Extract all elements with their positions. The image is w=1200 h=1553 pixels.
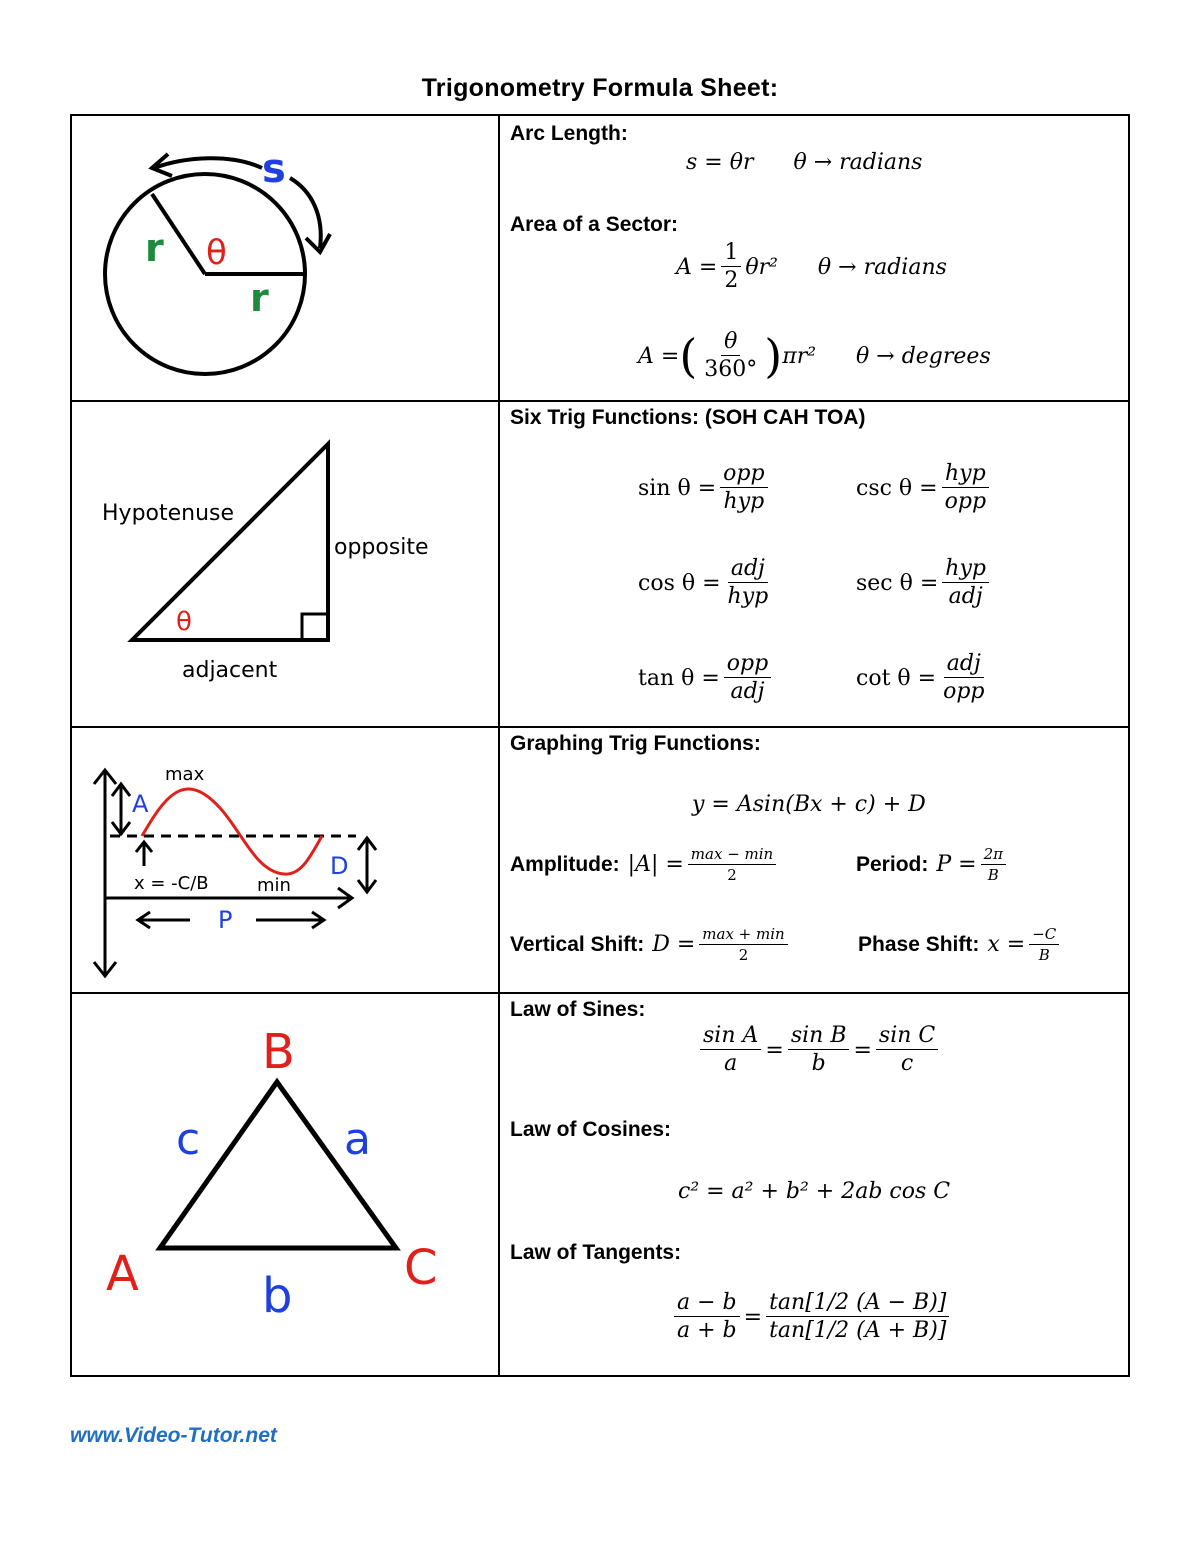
law-of-sines-heading: Law of Sines: (510, 998, 646, 1021)
vertex-B-label: B (262, 1024, 295, 1080)
arc-s-label: s (262, 146, 286, 192)
side-c-label: c (176, 1114, 201, 1165)
phase-shift-formula: Phase Shift: x = $\frac{-C}{B}$ (858, 926, 1063, 963)
cot-formula: cot θ = $\frac{\text{adj}}{\text{opp}}$ (856, 651, 985, 705)
tan-formula: tan θ = $\frac{\text{opp}}{\text{adj}}$ (638, 652, 775, 704)
phase-shift-label: x = -C/B (134, 873, 209, 894)
sine-equation: y = Asin(Bx + c) + D (692, 792, 926, 817)
hypotenuse-label: Hypotenuse (102, 501, 235, 526)
arc-arrow-right (290, 178, 321, 248)
sec-formula: sec θ = $\frac{\text{hyp}}{\text{adj}}$ (856, 557, 993, 609)
arc-length-heading: Arc Length: (510, 122, 628, 145)
sine-graph-diagram (72, 728, 498, 992)
vertex-C-label: C (404, 1240, 438, 1296)
amplitude-formula: Amplitude: |A| = $\frac{\max - \min}{2}$ (510, 846, 780, 883)
law-of-tangents-heading: Law of Tangents: (510, 1241, 682, 1264)
circle-sector-diagram (72, 116, 498, 400)
arc-arrow-left (154, 158, 262, 168)
min-label: min (257, 875, 291, 896)
cos-formula: cos θ = $\frac{\text{adj}}{\text{hyp}}$ (638, 556, 769, 610)
right-triangle-shape (132, 444, 328, 640)
side-a-label: a (344, 1114, 371, 1165)
trig-heading: Six Trig Functions: (SOH CAH TOA) (510, 406, 866, 429)
radius-r-label: r (250, 276, 269, 320)
graphing-heading: Graphing Trig Functions: (510, 732, 761, 755)
right-triangle-diagram (72, 402, 498, 726)
arrowhead (306, 234, 330, 252)
sin-formula: sin θ = $\frac{\text{opp}}{\text{hyp}}$ (638, 462, 772, 514)
oblique-triangle-diagram (72, 994, 498, 1377)
radius-r-label: r (145, 226, 164, 270)
sector-heading: Area of a Sector: (510, 213, 679, 236)
law-of-cosines-formula: c² = a² + b² + 2ab cos C (678, 1179, 951, 1204)
graphing-formulas (500, 728, 1128, 992)
arc-formulas (500, 116, 1128, 400)
laws-formulas (500, 994, 1128, 1377)
csc-formula: csc θ = $\frac{\text{hyp}}{\text{opp}}$ (856, 462, 993, 514)
page-title: Trigonometry Formula Sheet: (421, 74, 779, 102)
website-link[interactable]: www.Video-Tutor.net (70, 1424, 277, 1447)
theta-label: θ (176, 607, 192, 637)
period-formula: Period: P = $\frac{2\pi}{B}$ (856, 846, 1010, 883)
sector-area-formula: A = $\frac{1}{2}$ θr² θ → radians (676, 240, 947, 294)
adjacent-label: adjacent (182, 658, 278, 683)
right-angle-marker (302, 614, 328, 640)
vertical-shift-label: D (330, 852, 349, 880)
formula-table (70, 114, 1130, 1377)
sine-curve (142, 789, 322, 874)
opposite-label: opposite (334, 535, 429, 560)
trig-functions (500, 402, 1128, 726)
max-label: max (165, 764, 205, 785)
triangle-shape (160, 1082, 396, 1248)
vertex-A-label: A (106, 1246, 139, 1302)
side-b-label: b (262, 1268, 293, 1324)
vertical-shift-formula: Vertical Shift: D = $\frac{\max + \min}{2}$ (510, 926, 792, 963)
sector-area-degrees-formula: A = ( $\frac{\theta}{360^\circ}$ ) πr² θ → degrees (638, 329, 991, 384)
arc-length-formula: s = θr θ → radians (686, 150, 923, 175)
amplitude-label: A (132, 790, 149, 818)
theta-label: θ (206, 233, 227, 273)
period-label: P (218, 906, 233, 934)
law-of-tangents-formula: $\frac{a - b}{a + b}$ = $\frac{\tan[1/2 (A - B)]}{\tan[1/2 (A + B)]}$ (670, 1291, 953, 1343)
law-of-cosines-heading: Law of Cosines: (510, 1118, 672, 1141)
law-of-sines-formula: $\frac{\text{sin A}}{a}$ = $\frac{\text{sin B}}{b}$ = $\frac{\text{sin C}}{c}$ (696, 1024, 942, 1076)
